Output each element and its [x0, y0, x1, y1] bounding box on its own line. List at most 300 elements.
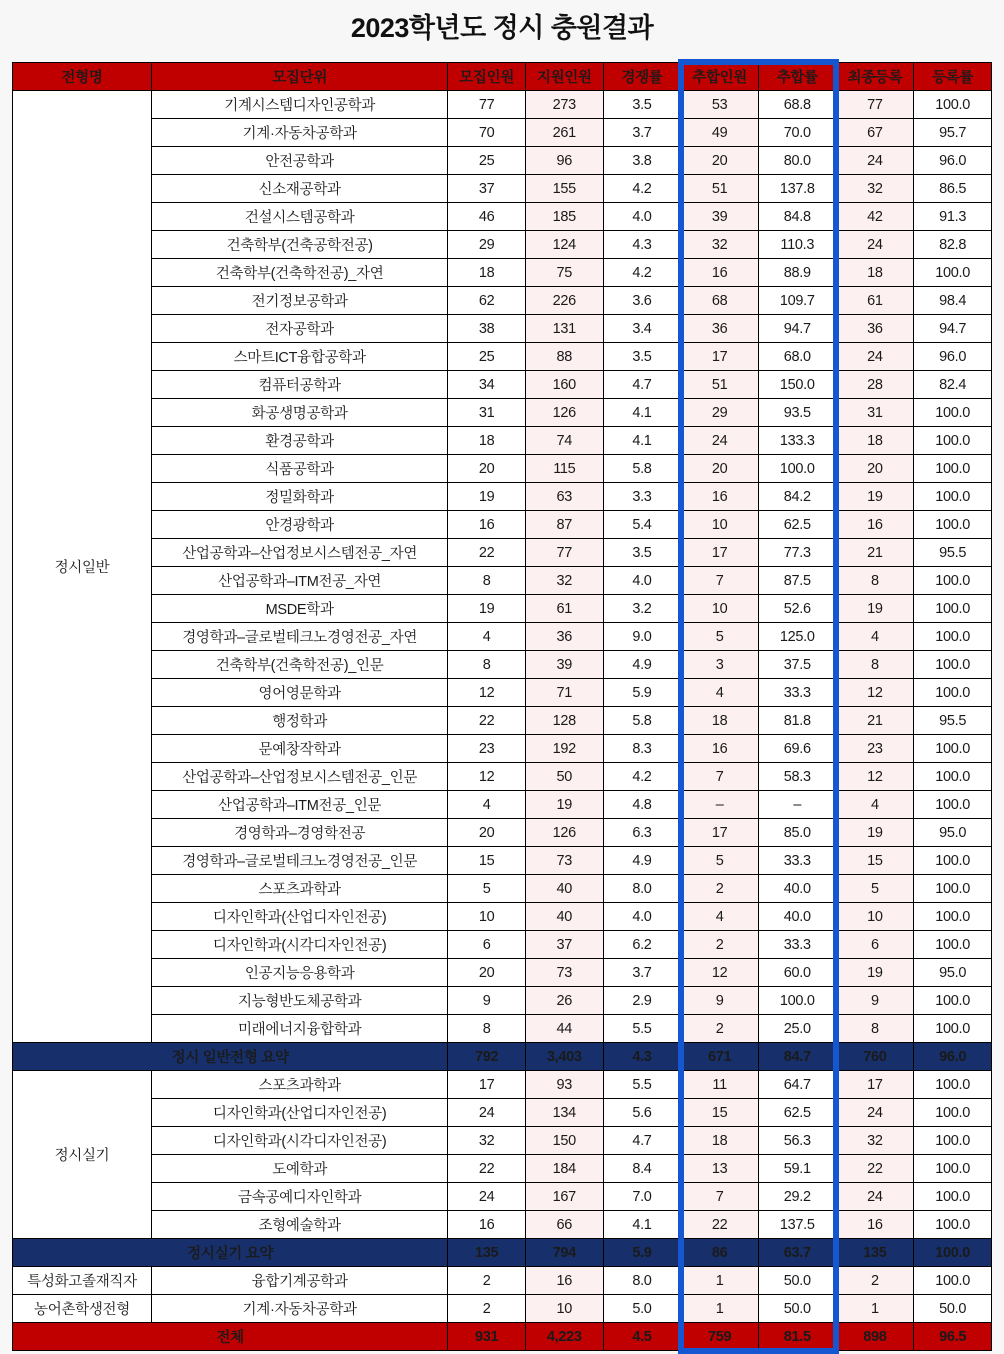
cell-extra_count: 17	[681, 539, 759, 567]
cell-extra_rate: 110.3	[758, 231, 836, 259]
cell-ratio: 4.0	[603, 567, 681, 595]
cell-extra_count: 51	[681, 175, 759, 203]
cell-applicants: 10	[525, 1295, 603, 1323]
summary-cell-ratio: 4.3	[603, 1043, 681, 1071]
summary-cell-applicants: 3,403	[525, 1043, 603, 1071]
cell-extra_rate: 100.0	[758, 987, 836, 1015]
cell-final_enroll: 42	[836, 203, 914, 231]
cell-unit: 산업공학과–산업정보시스템전공_인문	[151, 763, 447, 791]
summary-cell-extra_rate: 84.7	[758, 1043, 836, 1071]
cell-enroll_rate: 100.0	[914, 931, 992, 959]
cell-applicants: 96	[525, 147, 603, 175]
cell-applicants: 40	[525, 875, 603, 903]
cell-extra_count: 17	[681, 343, 759, 371]
cell-enroll_rate: 94.7	[914, 315, 992, 343]
cell-unit: 건축학부(건축공학전공)	[151, 231, 447, 259]
cell-capacity: 20	[448, 455, 526, 483]
cell-enroll_rate: 82.8	[914, 231, 992, 259]
cell-enroll_rate: 100.0	[914, 903, 992, 931]
table-row	[13, 1267, 992, 1295]
cell-ratio: 4.2	[603, 259, 681, 287]
cell-ratio: 4.1	[603, 399, 681, 427]
cell-ratio: 4.2	[603, 175, 681, 203]
cell-final_enroll: 4	[836, 791, 914, 819]
cell-capacity: 34	[448, 371, 526, 399]
cell-capacity: 12	[448, 763, 526, 791]
table-row	[13, 539, 992, 567]
cell-capacity: 10	[448, 903, 526, 931]
cell-extra_rate: 68.8	[758, 91, 836, 119]
cell-capacity: 24	[448, 1099, 526, 1127]
cell-ratio: 8.3	[603, 735, 681, 763]
cell-enroll_rate: 100.0	[914, 455, 992, 483]
cell-extra_rate: 33.3	[758, 931, 836, 959]
cell-applicants: 185	[525, 203, 603, 231]
cell-ratio: 5.0	[603, 1295, 681, 1323]
cell-enroll_rate: 100.0	[914, 1015, 992, 1043]
cell-ratio: 2.9	[603, 987, 681, 1015]
cell-extra_rate: 59.1	[758, 1155, 836, 1183]
cell-extra_rate: 52.6	[758, 595, 836, 623]
cell-extra_rate: 40.0	[758, 875, 836, 903]
cell-extra_rate: 77.3	[758, 539, 836, 567]
cell-enroll_rate: 100.0	[914, 651, 992, 679]
table-row	[13, 595, 992, 623]
cell-capacity: 12	[448, 679, 526, 707]
cell-extra_count: 20	[681, 147, 759, 175]
cell-enroll_rate: 86.5	[914, 175, 992, 203]
cell-capacity: 2	[448, 1267, 526, 1295]
cell-enroll_rate: 98.4	[914, 287, 992, 315]
cell-enroll_rate: 100.0	[914, 427, 992, 455]
total-label: 전체	[13, 1323, 448, 1351]
cell-extra_count: 2	[681, 1015, 759, 1043]
total-cell-extra_count: 759	[681, 1323, 759, 1351]
cell-extra_count: 24	[681, 427, 759, 455]
cell-ratio: 6.2	[603, 931, 681, 959]
cell-extra_count: 1	[681, 1295, 759, 1323]
cell-enroll_rate: 100.0	[914, 1211, 992, 1239]
cell-applicants: 19	[525, 791, 603, 819]
table-row	[13, 259, 992, 287]
cell-final_enroll: 8	[836, 567, 914, 595]
cell-unit: 건축학부(건축학전공)_자연	[151, 259, 447, 287]
column-header-ratio: 경쟁률	[603, 63, 681, 91]
summary-cell-enroll_rate: 100.0	[914, 1239, 992, 1267]
table-row	[13, 791, 992, 819]
cell-applicants: 131	[525, 315, 603, 343]
cell-enroll_rate: 100.0	[914, 679, 992, 707]
cell-extra_count: 7	[681, 1183, 759, 1211]
cell-enroll_rate: 100.0	[914, 399, 992, 427]
summary-cell-final_enroll: 135	[836, 1239, 914, 1267]
cell-extra_count: 15	[681, 1099, 759, 1127]
column-header-final_enroll: 최종등록	[836, 63, 914, 91]
cell-enroll_rate: 100.0	[914, 847, 992, 875]
cell-extra_rate: 150.0	[758, 371, 836, 399]
cell-ratio: 4.3	[603, 231, 681, 259]
cell-extra_rate: 33.3	[758, 847, 836, 875]
column-header-capacity: 모집인원	[448, 63, 526, 91]
cell-extra_count: 2	[681, 875, 759, 903]
cell-enroll_rate: 100.0	[914, 1183, 992, 1211]
cell-capacity: 22	[448, 539, 526, 567]
cell-enroll_rate: 100.0	[914, 1099, 992, 1127]
cell-final_enroll: 5	[836, 875, 914, 903]
cell-unit: 경영학과–경영학전공	[151, 819, 447, 847]
cell-applicants: 87	[525, 511, 603, 539]
cell-ratio: 4.0	[603, 203, 681, 231]
cell-enroll_rate: 100.0	[914, 791, 992, 819]
cell-unit: 디자인학과(산업디자인전공)	[151, 1099, 447, 1127]
cell-ratio: 4.7	[603, 371, 681, 399]
cell-unit: 디자인학과(시각디자인전공)	[151, 931, 447, 959]
cell-unit: 경영학과–글로벌테크노경영전공_자연	[151, 623, 447, 651]
cell-extra_count: 20	[681, 455, 759, 483]
table-row	[13, 483, 992, 511]
table-row	[13, 287, 992, 315]
cell-extra_rate: 81.8	[758, 707, 836, 735]
cell-unit: 식품공학과	[151, 455, 447, 483]
cell-extra_count: 51	[681, 371, 759, 399]
column-header-enroll_rate: 등록률	[914, 63, 992, 91]
cell-extra_count: 29	[681, 399, 759, 427]
cell-ratio: 5.8	[603, 707, 681, 735]
cell-final_enroll: 21	[836, 707, 914, 735]
cell-unit: 건설시스템공학과	[151, 203, 447, 231]
cell-capacity: 15	[448, 847, 526, 875]
cell-ratio: 8.4	[603, 1155, 681, 1183]
cell-extra_rate: 50.0	[758, 1267, 836, 1295]
cell-ratio: 9.0	[603, 623, 681, 651]
total-row	[13, 1323, 992, 1351]
cell-capacity: 32	[448, 1127, 526, 1155]
cell-ratio: 3.5	[603, 343, 681, 371]
cell-capacity: 23	[448, 735, 526, 763]
cell-enroll_rate: 91.3	[914, 203, 992, 231]
table-row	[13, 1295, 992, 1323]
cell-capacity: 19	[448, 483, 526, 511]
cell-capacity: 25	[448, 343, 526, 371]
cell-final_enroll: 23	[836, 735, 914, 763]
cell-capacity: 2	[448, 1295, 526, 1323]
cell-extra_rate: 33.3	[758, 679, 836, 707]
cell-final_enroll: 36	[836, 315, 914, 343]
cell-extra_rate: 109.7	[758, 287, 836, 315]
cell-extra_count: 3	[681, 651, 759, 679]
cell-unit: 기계·자동차공학과	[151, 119, 447, 147]
cell-ratio: 4.8	[603, 791, 681, 819]
summary-cell-final_enroll: 760	[836, 1043, 914, 1071]
cell-unit: 산업공학과–ITM전공_자연	[151, 567, 447, 595]
cell-extra_rate: 37.5	[758, 651, 836, 679]
summary-cell-extra_count: 671	[681, 1043, 759, 1071]
summary-cell-capacity: 135	[448, 1239, 526, 1267]
cell-final_enroll: 2	[836, 1267, 914, 1295]
cell-unit: 도예학과	[151, 1155, 447, 1183]
cell-extra_count: 4	[681, 903, 759, 931]
cell-extra_rate: 137.8	[758, 175, 836, 203]
total-cell-capacity: 931	[448, 1323, 526, 1351]
cell-unit: 컴퓨터공학과	[151, 371, 447, 399]
cell-applicants: 124	[525, 231, 603, 259]
cell-applicants: 128	[525, 707, 603, 735]
cell-applicants: 40	[525, 903, 603, 931]
cell-capacity: 18	[448, 259, 526, 287]
cell-final_enroll: 16	[836, 511, 914, 539]
cell-enroll_rate: 100.0	[914, 511, 992, 539]
table-row	[13, 343, 992, 371]
cell-final_enroll: 24	[836, 1099, 914, 1127]
cell-final_enroll: 24	[836, 343, 914, 371]
cell-final_enroll: 24	[836, 1183, 914, 1211]
cell-unit: 금속공예디자인학과	[151, 1183, 447, 1211]
cell-extra_rate: 93.5	[758, 399, 836, 427]
cell-applicants: 36	[525, 623, 603, 651]
cell-extra_rate: 84.2	[758, 483, 836, 511]
cell-extra_count: 17	[681, 819, 759, 847]
cell-unit: 행정학과	[151, 707, 447, 735]
cell-applicants: 26	[525, 987, 603, 1015]
cell-unit: 조형예술학과	[151, 1211, 447, 1239]
table-row	[13, 623, 992, 651]
total-cell-applicants: 4,223	[525, 1323, 603, 1351]
cell-unit: 기계·자동차공학과	[151, 1295, 447, 1323]
results-table-container	[12, 62, 992, 1351]
cell-enroll_rate: 95.0	[914, 819, 992, 847]
cell-extra_count: 68	[681, 287, 759, 315]
cell-jeonhyeong-농어촌학생전형: 농어촌학생전형	[13, 1295, 152, 1323]
total-cell-enroll_rate: 96.5	[914, 1323, 992, 1351]
cell-applicants: 160	[525, 371, 603, 399]
cell-extra_count: 12	[681, 959, 759, 987]
cell-ratio: 5.5	[603, 1071, 681, 1099]
cell-applicants: 61	[525, 595, 603, 623]
cell-extra_count: 16	[681, 735, 759, 763]
cell-ratio: 4.1	[603, 1211, 681, 1239]
cell-extra_count: 2	[681, 931, 759, 959]
cell-final_enroll: 77	[836, 91, 914, 119]
cell-final_enroll: 9	[836, 987, 914, 1015]
cell-capacity: 20	[448, 959, 526, 987]
cell-capacity: 8	[448, 651, 526, 679]
summary-cell-applicants: 794	[525, 1239, 603, 1267]
cell-ratio: 3.5	[603, 91, 681, 119]
cell-unit: MSDE학과	[151, 595, 447, 623]
table-row	[13, 1015, 992, 1043]
table-row	[13, 735, 992, 763]
cell-final_enroll: 61	[836, 287, 914, 315]
cell-ratio: 8.0	[603, 875, 681, 903]
cell-capacity: 4	[448, 623, 526, 651]
cell-applicants: 74	[525, 427, 603, 455]
cell-extra_rate: 40.0	[758, 903, 836, 931]
cell-final_enroll: 16	[836, 1211, 914, 1239]
cell-applicants: 126	[525, 399, 603, 427]
cell-unit: 영어영문학과	[151, 679, 447, 707]
cell-unit: 기계시스템디자인공학과	[151, 91, 447, 119]
cell-capacity: 8	[448, 1015, 526, 1043]
table-row	[13, 1127, 992, 1155]
cell-final_enroll: 20	[836, 455, 914, 483]
cell-applicants: 155	[525, 175, 603, 203]
cell-enroll_rate: 100.0	[914, 483, 992, 511]
cell-unit: 안전공학과	[151, 147, 447, 175]
cell-extra_count: 13	[681, 1155, 759, 1183]
cell-extra_rate: 64.7	[758, 1071, 836, 1099]
cell-capacity: 5	[448, 875, 526, 903]
cell-applicants: 66	[525, 1211, 603, 1239]
cell-final_enroll: 32	[836, 175, 914, 203]
cell-capacity: 18	[448, 427, 526, 455]
cell-unit: 스포츠과학과	[151, 1071, 447, 1099]
table-row	[13, 175, 992, 203]
cell-capacity: 20	[448, 819, 526, 847]
cell-unit: 안경광학과	[151, 511, 447, 539]
cell-unit: 문예창작학과	[151, 735, 447, 763]
cell-enroll_rate: 95.0	[914, 959, 992, 987]
cell-applicants: 134	[525, 1099, 603, 1127]
cell-extra_count: 39	[681, 203, 759, 231]
cell-extra_count: 7	[681, 567, 759, 595]
cell-capacity: 37	[448, 175, 526, 203]
cell-enroll_rate: 50.0	[914, 1295, 992, 1323]
table-row	[13, 1211, 992, 1239]
cell-extra_count: 11	[681, 1071, 759, 1099]
cell-final_enroll: 12	[836, 679, 914, 707]
cell-capacity: 22	[448, 707, 526, 735]
cell-enroll_rate: 96.0	[914, 343, 992, 371]
cell-enroll_rate: 100.0	[914, 875, 992, 903]
cell-unit: 스마트ICT융합공학과	[151, 343, 447, 371]
column-header-extra_count: 추합인원	[681, 63, 759, 91]
cell-final_enroll: 19	[836, 959, 914, 987]
cell-extra_rate: 133.3	[758, 427, 836, 455]
cell-enroll_rate: 95.7	[914, 119, 992, 147]
cell-capacity: 16	[448, 511, 526, 539]
cell-enroll_rate: 100.0	[914, 567, 992, 595]
cell-extra_rate: 100.0	[758, 455, 836, 483]
cell-extra_rate: 62.5	[758, 1099, 836, 1127]
table-row	[13, 651, 992, 679]
cell-final_enroll: 19	[836, 819, 914, 847]
table-header-row	[13, 63, 992, 91]
cell-capacity: 17	[448, 1071, 526, 1099]
cell-enroll_rate: 96.0	[914, 147, 992, 175]
table-row	[13, 707, 992, 735]
admission-results-table	[12, 62, 992, 1351]
cell-extra_count: 5	[681, 847, 759, 875]
cell-final_enroll: 18	[836, 259, 914, 287]
cell-enroll_rate: 95.5	[914, 539, 992, 567]
cell-extra_count: 1	[681, 1267, 759, 1295]
cell-final_enroll: 10	[836, 903, 914, 931]
cell-extra_rate: 84.8	[758, 203, 836, 231]
cell-enroll_rate: 100.0	[914, 735, 992, 763]
cell-enroll_rate: 100.0	[914, 259, 992, 287]
summary-row-정시일반	[13, 1043, 992, 1071]
cell-ratio: 3.8	[603, 147, 681, 175]
cell-enroll_rate: 100.0	[914, 1267, 992, 1295]
table-row	[13, 371, 992, 399]
cell-jeonhyeong-정시일반: 정시일반	[13, 91, 152, 1043]
cell-applicants: 39	[525, 651, 603, 679]
cell-capacity: 9	[448, 987, 526, 1015]
cell-extra_rate: 68.0	[758, 343, 836, 371]
cell-unit: 건축학부(건축학전공)_인문	[151, 651, 447, 679]
cell-extra_rate: 80.0	[758, 147, 836, 175]
cell-extra_rate: 94.7	[758, 315, 836, 343]
cell-applicants: 273	[525, 91, 603, 119]
cell-extra_count: 9	[681, 987, 759, 1015]
cell-extra_count: 49	[681, 119, 759, 147]
table-row	[13, 567, 992, 595]
cell-unit: 미래에너지융합학과	[151, 1015, 447, 1043]
cell-extra_rate: 69.6	[758, 735, 836, 763]
cell-unit: 산업공학과–ITM전공_인문	[151, 791, 447, 819]
summary-cell-enroll_rate: 96.0	[914, 1043, 992, 1071]
cell-extra_count: 10	[681, 595, 759, 623]
table-row	[13, 1071, 992, 1099]
cell-capacity: 22	[448, 1155, 526, 1183]
cell-ratio: 4.9	[603, 847, 681, 875]
table-row	[13, 315, 992, 343]
cell-ratio: 8.0	[603, 1267, 681, 1295]
cell-applicants: 261	[525, 119, 603, 147]
cell-enroll_rate: 100.0	[914, 595, 992, 623]
cell-final_enroll: 1	[836, 1295, 914, 1323]
table-row	[13, 511, 992, 539]
table-row	[13, 427, 992, 455]
cell-extra_count: 22	[681, 1211, 759, 1239]
table-row	[13, 455, 992, 483]
column-header-extra_rate: 추합률	[758, 63, 836, 91]
cell-applicants: 88	[525, 343, 603, 371]
cell-extra_rate: 88.9	[758, 259, 836, 287]
cell-applicants: 93	[525, 1071, 603, 1099]
cell-enroll_rate: 100.0	[914, 91, 992, 119]
cell-final_enroll: 31	[836, 399, 914, 427]
cell-applicants: 16	[525, 1267, 603, 1295]
table-row	[13, 875, 992, 903]
column-header-unit: 모집단위	[151, 63, 447, 91]
table-row	[13, 1099, 992, 1127]
cell-unit: 신소재공학과	[151, 175, 447, 203]
table-row	[13, 91, 992, 119]
cell-extra_rate: 62.5	[758, 511, 836, 539]
cell-ratio: 5.4	[603, 511, 681, 539]
cell-extra_rate: –	[758, 791, 836, 819]
cell-applicants: 184	[525, 1155, 603, 1183]
cell-extra_rate: 56.3	[758, 1127, 836, 1155]
cell-extra_rate: 125.0	[758, 623, 836, 651]
summary-row-정시실기	[13, 1239, 992, 1267]
cell-final_enroll: 22	[836, 1155, 914, 1183]
total-cell-extra_rate: 81.5	[758, 1323, 836, 1351]
table-row	[13, 147, 992, 175]
cell-extra_rate: 50.0	[758, 1295, 836, 1323]
cell-final_enroll: 15	[836, 847, 914, 875]
table-row	[13, 1183, 992, 1211]
cell-enroll_rate: 100.0	[914, 763, 992, 791]
column-header-jeonhyeong: 전형명	[13, 63, 152, 91]
cell-unit: 화공생명공학과	[151, 399, 447, 427]
column-header-applicants: 지원인원	[525, 63, 603, 91]
total-cell-ratio: 4.5	[603, 1323, 681, 1351]
cell-applicants: 192	[525, 735, 603, 763]
cell-enroll_rate: 100.0	[914, 1071, 992, 1099]
cell-ratio: 3.5	[603, 539, 681, 567]
